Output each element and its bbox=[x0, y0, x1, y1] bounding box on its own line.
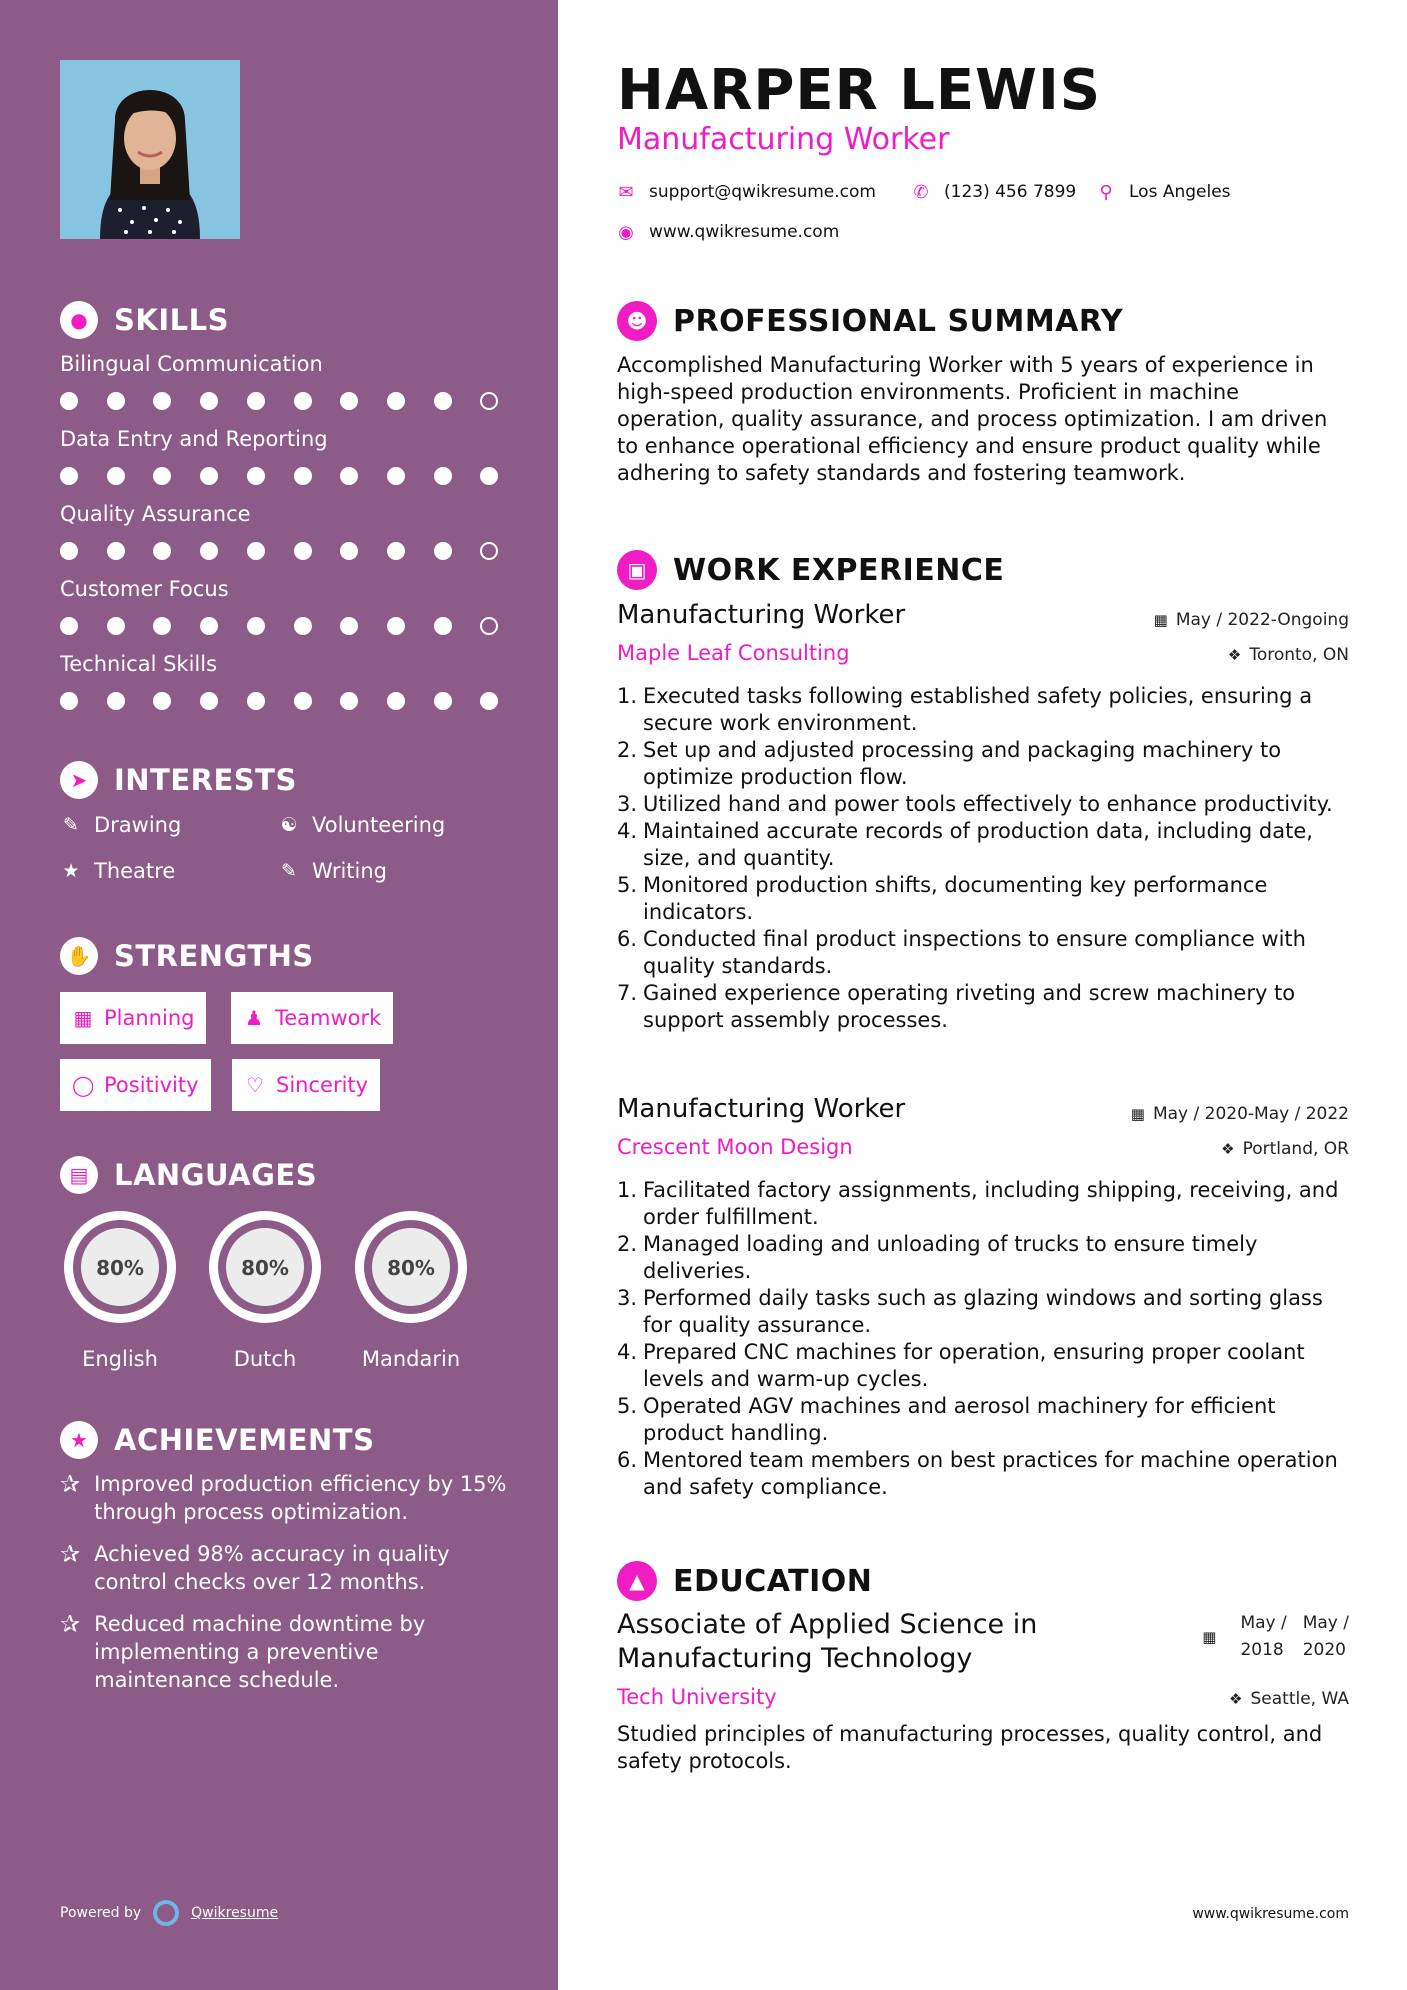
rating-dot-filled bbox=[387, 692, 405, 710]
list-item: 5. Monitored production shifts, documenting key performance indicators. bbox=[617, 872, 1357, 926]
language-ring bbox=[203, 1205, 327, 1329]
education-description: Studied principles of manufacturing processes, quality control, and safety protocols. bbox=[617, 1722, 1323, 1773]
achievements-title: ACHIEVEMENTS bbox=[114, 1423, 375, 1457]
rating-dot-filled bbox=[153, 617, 171, 635]
achievements-section bbox=[60, 1420, 520, 1460]
strength-pill bbox=[60, 1059, 211, 1111]
summary-text: Accomplished Manufacturing Worker with 5 years of experience in high-speed production environments. Proficient in machine operation, quality assurance, and process optimization. I am driven to enhance operational efficiency and ensure product quality while adhering to safety standards and fostering teamwork. bbox=[617, 353, 1328, 485]
list-item: 1. Executed tasks following established safety policies, ensuring a secure work environment. bbox=[617, 683, 1357, 737]
rating-dot-filled bbox=[480, 692, 498, 710]
rating-dot-filled bbox=[247, 617, 265, 635]
rating-dot-filled bbox=[434, 692, 452, 710]
strengths-list bbox=[60, 992, 520, 1112]
interests-section bbox=[60, 760, 520, 800]
strength-pill bbox=[232, 1059, 380, 1111]
skills-title: SKILLS bbox=[114, 303, 229, 337]
rating-dot-empty bbox=[480, 617, 498, 635]
rating-dot-filled bbox=[200, 617, 218, 635]
rating-dot-filled bbox=[247, 467, 265, 485]
interest-item bbox=[278, 810, 445, 840]
pin-icon: ❖ bbox=[1229, 1690, 1243, 1708]
education-degree: Associate of Applied Science in Manufacturing Technology bbox=[617, 1609, 1038, 1674]
rating-dot-filled bbox=[387, 392, 405, 410]
education-date bbox=[1202, 1610, 1349, 1664]
envelope-icon: ✉ bbox=[618, 181, 634, 203]
language-item bbox=[349, 1205, 473, 1371]
calendar-icon: ▦ bbox=[73, 1006, 93, 1030]
rating-dot-filled bbox=[387, 542, 405, 560]
interest-label: Writing bbox=[312, 859, 387, 883]
interest-item bbox=[60, 810, 181, 840]
skills-section bbox=[60, 300, 520, 340]
map-pin-icon: ⚲ bbox=[1099, 181, 1113, 203]
star-icon: ✰ bbox=[60, 1540, 81, 1568]
contact-email[interactable] bbox=[617, 180, 876, 204]
strength-label: Planning bbox=[104, 1006, 195, 1030]
rating-dot-filled bbox=[340, 692, 358, 710]
education-end: May / 2020 bbox=[1302, 1613, 1349, 1660]
graduation-cap-icon: ▲ bbox=[617, 1561, 657, 1601]
education-location bbox=[1229, 1689, 1349, 1709]
education-school: Tech University bbox=[617, 1685, 777, 1709]
fist-icon: ✋ bbox=[60, 937, 98, 975]
summary-header bbox=[617, 300, 1123, 342]
job-date-text: May / 2022-Ongoing bbox=[1175, 610, 1349, 630]
briefcase-icon: ▣ bbox=[617, 550, 657, 590]
rating-dot-filled bbox=[340, 392, 358, 410]
strength-label: Sincerity bbox=[276, 1073, 369, 1097]
interests-list bbox=[60, 810, 520, 900]
phone-text: (123) 456 7899 bbox=[944, 182, 1077, 202]
list-item: 6. Mentored team members on best practices for machine operation and safety compliance. bbox=[617, 1447, 1357, 1501]
duty-text: Managed loading and unloading of trucks to ensure timely deliveries. bbox=[643, 1232, 1258, 1283]
language-percent: 80% bbox=[96, 1256, 144, 1280]
candidate-name: HARPER LEWIS bbox=[617, 58, 1102, 123]
languages-title: LANGUAGES bbox=[114, 1158, 318, 1192]
rating-dot-filled bbox=[434, 467, 452, 485]
interest-item bbox=[278, 856, 387, 886]
list-item: 4. Maintained accurate records of production data, including date, size, and quantity. bbox=[617, 818, 1357, 872]
strength-pill bbox=[231, 992, 393, 1044]
strengths-header bbox=[60, 936, 520, 976]
language-name: Mandarin bbox=[361, 1347, 461, 1371]
rating-dot-filled bbox=[200, 467, 218, 485]
rating-dot-filled bbox=[153, 692, 171, 710]
rating-dot-filled bbox=[153, 467, 171, 485]
skill-rating bbox=[60, 542, 520, 562]
language-name: Dutch bbox=[233, 1347, 297, 1371]
candidate-role: Manufacturing Worker bbox=[617, 122, 950, 157]
skill-rating bbox=[60, 617, 520, 637]
list-item: 3. Performed daily tasks such as glazing windows and sorting glass for quality assurance. bbox=[617, 1285, 1357, 1339]
duty-text: Set up and adjusted processing and packaging machinery to optimize production flow. bbox=[643, 738, 1282, 789]
education-header bbox=[617, 1560, 872, 1602]
user-icon: ☻ bbox=[617, 301, 657, 341]
heart-icon: ♡ bbox=[246, 1073, 264, 1097]
rating-dot-filled bbox=[434, 392, 452, 410]
skill-item bbox=[60, 350, 520, 378]
rating-dot-filled bbox=[60, 392, 78, 410]
circle-icon: ◯ bbox=[72, 1073, 95, 1097]
users-icon: ♟ bbox=[245, 1006, 263, 1030]
pencil-icon: ✎ bbox=[63, 814, 79, 836]
handshake-icon: ☯ bbox=[280, 814, 298, 836]
rating-dot-filled bbox=[387, 467, 405, 485]
star-icon: ★ bbox=[62, 860, 80, 882]
qwikresume-logo-icon bbox=[153, 1900, 179, 1926]
job-location bbox=[1228, 645, 1349, 665]
calendar-icon: ▦ bbox=[1130, 1105, 1145, 1123]
list-item: 4. Prepared CNC machines for operation, ensuring proper coolant levels and warm-up cycles. bbox=[617, 1339, 1357, 1393]
skill-name: Technical Skills bbox=[60, 652, 218, 676]
strength-pill bbox=[60, 992, 206, 1044]
rating-dot-filled bbox=[294, 542, 312, 560]
rating-dot-filled bbox=[340, 617, 358, 635]
skill-item bbox=[60, 575, 520, 603]
skills-header bbox=[60, 300, 520, 340]
duty-text: Mentored team members on best practices for machine operation and safety compliance. bbox=[643, 1448, 1338, 1499]
languages-header bbox=[60, 1155, 520, 1195]
strengths-section bbox=[60, 936, 520, 976]
achievement-text: Achieved 98% accuracy in quality control checks over 12 months. bbox=[94, 1542, 450, 1594]
language-name: English bbox=[82, 1347, 158, 1371]
powered-by bbox=[60, 1898, 278, 1928]
globe-icon: ◉ bbox=[618, 221, 634, 243]
rating-dot-filled bbox=[340, 542, 358, 560]
education-title: EDUCATION bbox=[673, 1563, 873, 1599]
rating-dot-filled bbox=[107, 467, 125, 485]
education-start: May / 2018 bbox=[1240, 1613, 1287, 1660]
list-item: 3. Utilized hand and power tools effectively to enhance productivity. bbox=[617, 792, 1333, 816]
language-percent: 80% bbox=[241, 1256, 289, 1280]
rating-dot-filled bbox=[247, 692, 265, 710]
achievement-item bbox=[60, 1540, 510, 1596]
interests-title: INTERESTS bbox=[114, 763, 297, 797]
achievements-header bbox=[60, 1420, 520, 1460]
profile-photo bbox=[60, 60, 240, 239]
star-icon: ✰ bbox=[60, 1470, 81, 1498]
star-icon: ✰ bbox=[60, 1610, 81, 1638]
languages-list bbox=[60, 1205, 520, 1375]
job-company: Maple Leaf Consulting bbox=[617, 641, 850, 665]
summary-title: PROFESSIONAL SUMMARY bbox=[673, 303, 1124, 339]
list-item: 7. Gained experience operating riveting and screw machinery to support assembly processes. bbox=[617, 980, 1357, 1034]
skill-rating bbox=[60, 692, 520, 712]
skill-item bbox=[60, 425, 520, 453]
pencil-icon: ✎ bbox=[281, 860, 297, 882]
job-duties-list bbox=[617, 1177, 1357, 1501]
rating-dot-filled bbox=[294, 392, 312, 410]
rating-dot-filled bbox=[60, 617, 78, 635]
rating-dot-filled bbox=[153, 542, 171, 560]
rating-dot-filled bbox=[294, 692, 312, 710]
footer-url[interactable]: www.qwikresume.com bbox=[1192, 1906, 1349, 1922]
skill-rating bbox=[60, 467, 520, 487]
rating-dot-filled bbox=[340, 467, 358, 485]
website-text: www.qwikresume.com bbox=[649, 222, 840, 242]
rating-dot-filled bbox=[247, 392, 265, 410]
duty-text: Facilitated factory assignments, including shipping, receiving, and order fulfillment. bbox=[643, 1178, 1339, 1229]
pin-icon: ❖ bbox=[1221, 1140, 1235, 1158]
rating-dot-filled bbox=[107, 692, 125, 710]
pin-icon: ❖ bbox=[1227, 646, 1242, 664]
rating-dot-filled bbox=[60, 542, 78, 560]
rating-dot-empty bbox=[480, 542, 498, 560]
interest-label: Drawing bbox=[94, 813, 182, 837]
list-item: 2. Set up and adjusted processing and packaging machinery to optimize production flow. bbox=[617, 737, 1357, 791]
interests-header bbox=[60, 760, 520, 800]
language-ring bbox=[349, 1205, 473, 1329]
calendar-icon: ▦ bbox=[1153, 611, 1168, 629]
rating-dot-filled bbox=[107, 392, 125, 410]
job-date bbox=[1131, 1104, 1349, 1124]
job-date-text: May / 2020-May / 2022 bbox=[1152, 1104, 1349, 1124]
skill-rating bbox=[60, 392, 520, 412]
rating-dot-filled bbox=[60, 467, 78, 485]
duty-text: Monitored production shifts, documenting key performance indicators. bbox=[643, 873, 1268, 924]
duty-text: Conducted final product inspections to ensure compliance with quality standards. bbox=[643, 927, 1306, 978]
sidebar bbox=[0, 0, 558, 1990]
skill-name: Customer Focus bbox=[60, 577, 229, 601]
rating-dot-filled bbox=[153, 392, 171, 410]
lightbulb-icon: ● bbox=[60, 301, 98, 339]
duty-text: Utilized hand and power tools effectively to enhance productivity. bbox=[643, 792, 1333, 816]
duty-text: Prepared CNC machines for operation, ensuring proper coolant levels and warm-up cycles. bbox=[643, 1340, 1305, 1391]
language-item bbox=[203, 1205, 327, 1371]
list-item: 1. Facilitated factory assignments, including shipping, receiving, and order fulfillment. bbox=[617, 1177, 1357, 1231]
achievement-text: Improved production efficiency by 15% through process optimization. bbox=[94, 1472, 507, 1524]
job-location-text: Toronto, ON bbox=[1249, 645, 1349, 665]
phone-icon: ✆ bbox=[913, 181, 929, 203]
achievement-text: Reduced machine downtime by implementing a preventive maintenance schedule. bbox=[94, 1612, 426, 1692]
language-ring bbox=[58, 1205, 182, 1329]
paper-plane-icon: ➤ bbox=[60, 761, 98, 799]
rating-dot-empty bbox=[480, 392, 498, 410]
duty-text: Performed daily tasks such as glazing windows and sorting glass for quality assurance. bbox=[643, 1286, 1323, 1337]
job-company: Crescent Moon Design bbox=[617, 1135, 853, 1159]
rating-dot-filled bbox=[434, 617, 452, 635]
education-location-text: Seattle, WA bbox=[1250, 1689, 1349, 1709]
language-percent: 80% bbox=[387, 1256, 435, 1280]
duty-text: Maintained accurate records of production data, including date, size, and quantity. bbox=[643, 819, 1313, 870]
skill-name: Bilingual Communication bbox=[60, 352, 323, 376]
list-item: 2. Managed loading and unloading of trucks to ensure timely deliveries. bbox=[617, 1231, 1357, 1285]
location-text: Los Angeles bbox=[1129, 182, 1231, 202]
powered-by-link[interactable]: Qwikresume bbox=[191, 1905, 279, 1921]
contact-website[interactable] bbox=[617, 220, 839, 244]
rating-dot-filled bbox=[247, 542, 265, 560]
job-location-text: Portland, OR bbox=[1242, 1139, 1349, 1159]
job-title: Manufacturing Worker bbox=[617, 600, 906, 630]
rating-dot-filled bbox=[107, 542, 125, 560]
strengths-title: STRENGTHS bbox=[114, 939, 314, 973]
interest-label: Theatre bbox=[94, 859, 176, 883]
skill-item bbox=[60, 650, 520, 678]
calendar-icon: ▦ bbox=[1202, 1628, 1217, 1646]
experience-title: WORK EXPERIENCE bbox=[673, 552, 1005, 588]
rating-dot-filled bbox=[107, 617, 125, 635]
skill-item bbox=[60, 500, 520, 528]
contact-location bbox=[1097, 180, 1231, 204]
rating-dot-filled bbox=[200, 692, 218, 710]
interest-label: Volunteering bbox=[312, 813, 446, 837]
job-location bbox=[1221, 1139, 1349, 1159]
email-text: support@qwikresume.com bbox=[649, 182, 876, 202]
language-item bbox=[58, 1205, 182, 1371]
skills-list bbox=[60, 350, 520, 730]
rating-dot-filled bbox=[434, 542, 452, 560]
list-item: 5. Operated AGV machines and aerosol machinery for efficient product handling. bbox=[617, 1393, 1357, 1447]
powered-by-label: Powered by bbox=[60, 1905, 142, 1921]
star-badge-icon: ★ bbox=[60, 1421, 98, 1459]
rating-dot-filled bbox=[387, 617, 405, 635]
rating-dot-filled bbox=[200, 392, 218, 410]
achievements-list bbox=[60, 1470, 520, 1700]
contact-phone[interactable] bbox=[912, 180, 1076, 204]
rating-dot-filled bbox=[294, 617, 312, 635]
achievement-item bbox=[60, 1610, 510, 1694]
skill-name: Data Entry and Reporting bbox=[60, 427, 328, 451]
rating-dot-filled bbox=[200, 542, 218, 560]
list-item: 6. Conducted final product inspections to ensure compliance with quality standards. bbox=[617, 926, 1357, 980]
duty-text: Operated AGV machines and aerosol machinery for efficient product handling. bbox=[643, 1394, 1276, 1445]
skill-name: Quality Assurance bbox=[60, 502, 251, 526]
rating-dot-filled bbox=[60, 692, 78, 710]
achievement-item bbox=[60, 1470, 510, 1526]
interest-item bbox=[60, 856, 175, 886]
strength-label: Positivity bbox=[104, 1073, 199, 1097]
languages-section bbox=[60, 1155, 520, 1195]
duty-text: Executed tasks following established safety policies, ensuring a secure work environment. bbox=[643, 684, 1313, 735]
experience-header bbox=[617, 549, 1004, 591]
duty-text: Gained experience operating riveting and screw machinery to support assembly processes. bbox=[643, 981, 1296, 1032]
job-date bbox=[1154, 610, 1349, 630]
translate-icon: ▤ bbox=[60, 1156, 98, 1194]
rating-dot-filled bbox=[480, 467, 498, 485]
main-content bbox=[617, 0, 1349, 1990]
rating-dot-filled bbox=[294, 467, 312, 485]
profile-photo-image bbox=[60, 60, 240, 239]
job-title: Manufacturing Worker bbox=[617, 1094, 906, 1124]
job-duties-list bbox=[617, 683, 1357, 1034]
strength-label: Teamwork bbox=[275, 1006, 382, 1030]
